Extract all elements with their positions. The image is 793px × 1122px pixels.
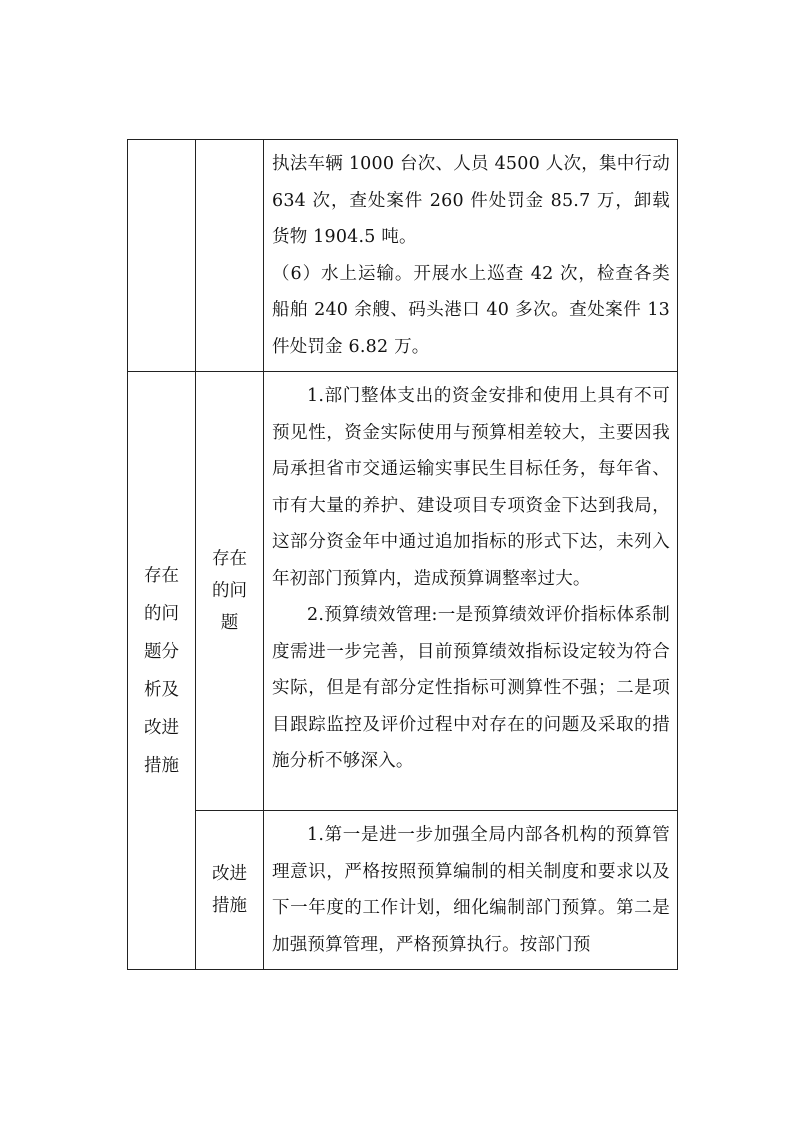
table-row-measures xyxy=(128,811,678,970)
performance-content-cell xyxy=(264,140,678,372)
problems-label: 存在的问题 xyxy=(212,549,247,633)
content-paragraph: 执法车辆 1000 台次、人员 4500 人次，集中行动 634 次，查处案件 260 件处罚金 85.7 万，卸载货物 1904.5 吨。 xyxy=(272,154,670,247)
content-paragraph: 2.预算绩效管理:一是预算绩效评价指标体系制度需进一步完善，目前预算绩效指标设定较为符合实际，但是有部分定性指标可测算性不强；二是项目跟踪监控及评价过程中对存在的问题及采取的措施分析不够深入。 xyxy=(272,605,670,771)
content-paragraph: （6）水上运输。开展水上巡查 42 次，检查各类船舶 240 余艘、码头港口 40 多次。查处案件 13 件处罚金 6.82 万。 xyxy=(272,263,670,357)
problems-label-cell xyxy=(196,372,264,811)
section-label: 存在的问题分析及改进措施 xyxy=(144,565,179,776)
table-row-problems xyxy=(128,372,678,811)
measures-label: 改进措施 xyxy=(212,864,247,916)
evaluation-table xyxy=(127,139,678,970)
measures-content-cell xyxy=(264,811,678,970)
content-paragraph: 1.第一是进一步加强全局内部各机构的预算管理意识，严格按照预算编制的相关制度和要求以及下一年度的工作计划，细化编制部门预算。第二是加强预算管理，严格预算执行。按部门预 xyxy=(272,825,670,955)
empty-section-cell xyxy=(128,140,196,372)
measures-label-cell xyxy=(196,811,264,970)
empty-subsection-cell xyxy=(196,140,264,372)
table-row-continuation xyxy=(128,140,678,372)
problems-content-cell xyxy=(264,372,678,811)
content-paragraph: 1.部门整体支出的资金安排和使用上具有不可预见性，资金实际使用与预算相差较大，主要因我局承担省市交通运输实事民生目标任务，每年省、市有大量的养护、建设项目专项资金下达到我局，这部分资金年中通过追加指标的形式下达，未列入年初部门预算内，造成预算调整率过大。 xyxy=(272,386,670,589)
section-label-cell xyxy=(128,372,196,970)
